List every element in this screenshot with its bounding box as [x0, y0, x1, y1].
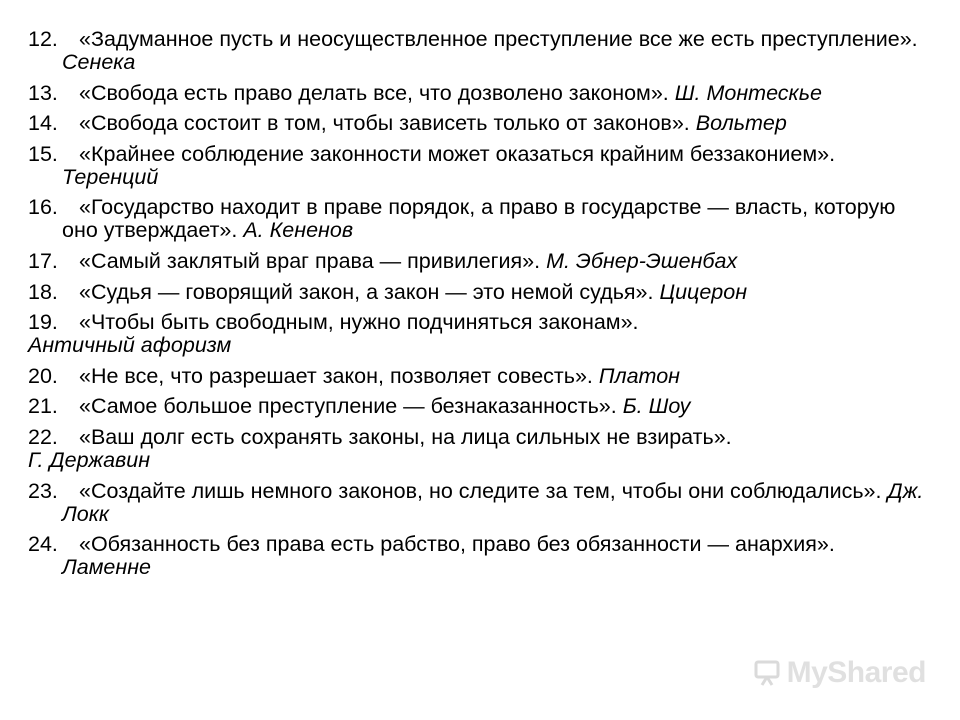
- quote-text: «Судья — говорящий закон, а закон — это немой судья».: [79, 279, 660, 304]
- quote-text: «Свобода состоит в том, чтобы зависеть только от законов».: [79, 111, 696, 136]
- quote-text: «Свобода есть право делать все, что дозволено законом».: [79, 80, 675, 105]
- quote-number: 24.: [28, 532, 58, 557]
- quote-list: [28, 28, 928, 587]
- quote-text: «Крайнее соблюдение законности может оказаться крайним беззаконием».: [79, 141, 836, 166]
- quote-author: Платон: [598, 363, 680, 388]
- quote-author: Б. Шоу: [622, 394, 691, 419]
- quote-text: «Ваш долг есть сохранять законы, на лица сильных не взирать».: [79, 424, 732, 449]
- quote-number: 22.: [28, 424, 58, 449]
- quote-number: 17.: [28, 248, 58, 273]
- quote-number: 12.: [28, 27, 58, 51]
- quote-author: М. Эбнер-Эшенбах: [546, 248, 738, 273]
- quote-item-14: [28, 112, 928, 135]
- quote-number: 15.: [28, 141, 58, 166]
- quote-number: 21.: [28, 394, 58, 419]
- quote-item-13: [28, 82, 928, 105]
- quote-number: 20.: [28, 363, 58, 388]
- quote-author: Теренций: [62, 164, 159, 189]
- quote-number: 18.: [28, 279, 58, 304]
- quote-text: «Не все, что разрешает закон, позволяет совесть».: [79, 363, 599, 388]
- quote-item-20: [28, 365, 928, 388]
- quote-text: «Самое большое преступление — безнаказанность».: [79, 394, 623, 419]
- quote-number: 14.: [28, 111, 58, 136]
- quote-item-23: [28, 480, 928, 526]
- quote-text: «Государство находит в праве порядок, а право в государстве — власть, которую оно утверждает».: [62, 195, 896, 243]
- quote-item-19: [28, 311, 928, 334]
- quote-item-21: [28, 395, 928, 418]
- watermark: [753, 656, 926, 690]
- quote-item-24: [28, 533, 928, 579]
- watermark-text: MyShared: [786, 656, 926, 689]
- quote-number: 13.: [28, 80, 58, 105]
- quote-item-17: [28, 250, 928, 273]
- quote-number: 16.: [28, 195, 58, 220]
- quote-author: Цицерон: [659, 279, 748, 304]
- quote-author: Сенека: [62, 50, 136, 74]
- quote-author: Вольтер: [695, 111, 787, 136]
- quote-author: Античный афоризм: [28, 333, 232, 358]
- quote-item-16: [28, 196, 928, 242]
- quote-text: «Чтобы быть свободным, нужно подчиняться законам».: [79, 310, 639, 335]
- quote-number: 19.: [28, 310, 58, 335]
- quote-author-line-19: [28, 334, 928, 357]
- presentation-board-icon: [753, 658, 783, 688]
- quote-number: 23.: [28, 478, 58, 503]
- quote-author: Г. Державин: [28, 447, 151, 472]
- quote-text: «Самый заклятый враг права — привилегия».: [79, 248, 547, 273]
- quote-author: Ш. Монтескье: [674, 80, 822, 105]
- quote-item-15: [28, 143, 928, 189]
- quote-text: «Создайте лишь немного законов, но следите за тем, чтобы они соблюдались».: [79, 478, 888, 503]
- quote-author-line-22: [28, 449, 928, 472]
- quote-text: «Задуманное пусть и неосуществленное преступление все же есть преступление».: [79, 27, 918, 51]
- quote-item-18: [28, 281, 928, 304]
- quote-author: А. Кененов: [243, 218, 354, 243]
- quote-author: Ламенне: [62, 555, 152, 580]
- quote-text: «Обязанность без права есть рабство, право без обязанности — анархия».: [79, 532, 835, 557]
- quote-item-22: [28, 426, 928, 449]
- quote-author: Дж. Локк: [62, 478, 924, 526]
- quote-item-12: [28, 28, 928, 74]
